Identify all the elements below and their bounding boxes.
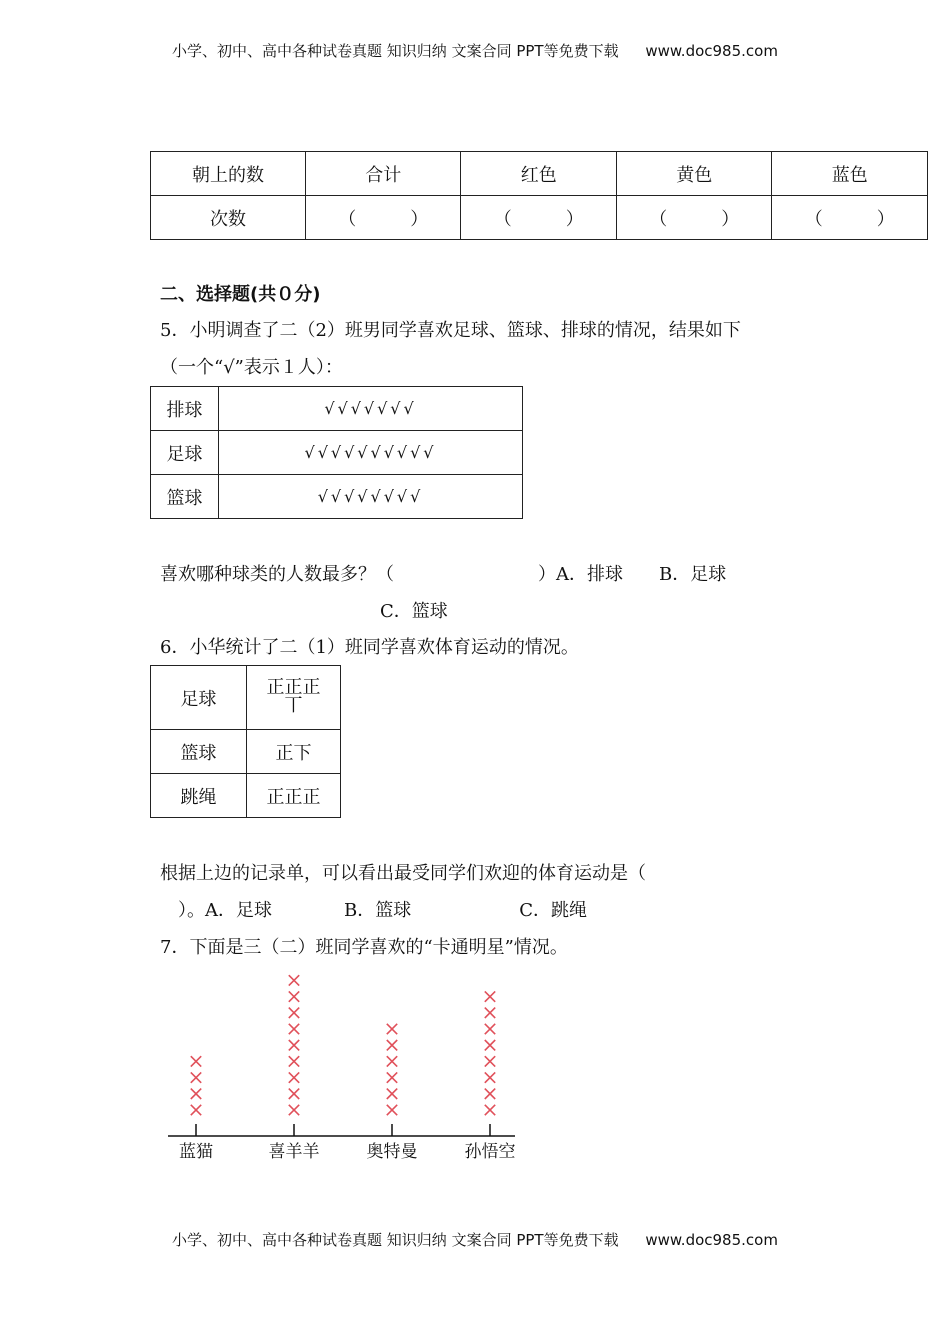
answer-blank: （ ） — [461, 196, 617, 240]
x-mark — [485, 1056, 495, 1066]
table-header-cell: 合计 — [305, 152, 461, 196]
table-row — [151, 475, 523, 519]
tally-partial: 正 — [302, 786, 321, 808]
section-title: 二、选择题(共０分) — [160, 284, 321, 305]
header-text: 小学、初中、高中各种试卷真题 知识归纳 文案合同 PPT等免费下载 — [172, 42, 619, 60]
x-mark — [485, 1008, 495, 1018]
x-mark — [191, 1089, 201, 1099]
category-label: 奥特曼 — [366, 1142, 418, 1162]
q5-question: 喜欢哪种球类的人数最多？（ ）A．排球 B．足球 — [160, 564, 727, 585]
x-mark — [289, 1072, 299, 1082]
x-mark — [289, 1040, 299, 1050]
x-mark — [485, 1040, 495, 1050]
answer-blank: （ ） — [305, 196, 461, 240]
table-row — [151, 152, 928, 196]
table-row — [151, 666, 341, 730]
table-row — [151, 387, 523, 431]
x-mark — [485, 1024, 495, 1034]
chart-labels — [179, 1141, 516, 1162]
tally-partial: 丅 — [284, 695, 303, 716]
x-mark — [485, 1072, 495, 1082]
q5-option-c: C．篮球 — [380, 601, 448, 622]
x-mark — [289, 1024, 299, 1034]
page-footer — [0, 1229, 950, 1250]
check-marks: √√√√√√√√√√ — [219, 431, 523, 475]
table-row — [151, 774, 341, 818]
answer-blank: （ ） — [616, 196, 772, 240]
x-mark — [289, 1056, 299, 1066]
page-header — [0, 40, 950, 61]
x-mark — [191, 1105, 201, 1115]
x-mark — [387, 1089, 397, 1099]
x-mark — [485, 1089, 495, 1099]
row-label: 跳绳 — [151, 774, 247, 818]
category-label: 喜羊羊 — [268, 1142, 320, 1162]
row-label: 足球 — [151, 666, 247, 730]
footer-site: www.doc985.com — [645, 1231, 778, 1249]
x-mark — [387, 1105, 397, 1115]
tally-table — [150, 665, 341, 818]
answer-blank: （ ） — [772, 196, 928, 240]
table-header-cell: 蓝色 — [772, 152, 928, 196]
q6-question-line1: 根据上边的记录单，可以看出最受同学们欢迎的体育运动是（ — [160, 863, 646, 884]
x-mark — [289, 1008, 299, 1018]
row-label: 排球 — [151, 387, 219, 431]
tally-marks: 正正 — [266, 786, 303, 808]
row-label: 篮球 — [151, 730, 247, 774]
tally-cell — [247, 730, 341, 774]
row-label: 足球 — [151, 431, 219, 475]
x-mark — [387, 1072, 397, 1082]
x-mark — [289, 1089, 299, 1099]
x-mark — [485, 991, 495, 1001]
table-row-label: 次数 — [151, 196, 306, 240]
table-row — [151, 730, 341, 774]
cartoon-star-chart — [160, 965, 530, 1165]
x-mark — [289, 975, 299, 985]
table-row — [151, 196, 928, 240]
tally-marks: 正 — [275, 742, 294, 764]
x-mark — [485, 1105, 495, 1115]
check-marks: √√√√√√√ — [219, 387, 523, 431]
dice-count-table — [150, 151, 928, 240]
header-site: www.doc985.com — [645, 42, 778, 60]
chart-ticks — [196, 1124, 490, 1136]
category-label: 蓝猫 — [179, 1142, 213, 1162]
x-mark — [387, 1024, 397, 1034]
q5-line1: 5．小明调查了二（2）班男同学喜欢足球、篮球、排球的情况，结果如下 — [160, 320, 741, 341]
row-label: 篮球 — [151, 475, 219, 519]
x-mark — [191, 1056, 201, 1066]
tally-cell — [247, 774, 341, 818]
x-mark — [191, 1072, 201, 1082]
table-header-cell: 朝上的数 — [151, 152, 306, 196]
footer-text: 小学、初中、高中各种试卷真题 知识归纳 文案合同 PPT等免费下载 — [172, 1231, 619, 1249]
q6-question-line2: ）。A．足球 B．篮球 C．跳绳 — [160, 900, 587, 921]
tally-cell — [247, 666, 341, 730]
x-mark — [387, 1056, 397, 1066]
q5-line2: （一个“√”表示１人）： — [160, 357, 343, 378]
tally-partial: 下 — [293, 742, 312, 764]
check-marks: √√√√√√√√ — [219, 475, 523, 519]
q7-title: 7．下面是三（二）班同学喜欢的“卡通明星”情况。 — [160, 937, 568, 958]
table-header-cell: 黄色 — [616, 152, 772, 196]
x-mark — [387, 1040, 397, 1050]
table-row — [151, 431, 523, 475]
ball-survey-table — [150, 386, 523, 519]
table-header-cell: 红色 — [461, 152, 617, 196]
q6-title: 6．小华统计了二（1）班同学喜欢体育运动的情况。 — [160, 637, 579, 658]
chart-marks — [191, 975, 495, 1115]
category-label: 孙悟空 — [464, 1142, 516, 1162]
tally-marks: 正正正 — [266, 677, 321, 698]
x-mark — [289, 1105, 299, 1115]
x-mark — [289, 991, 299, 1001]
